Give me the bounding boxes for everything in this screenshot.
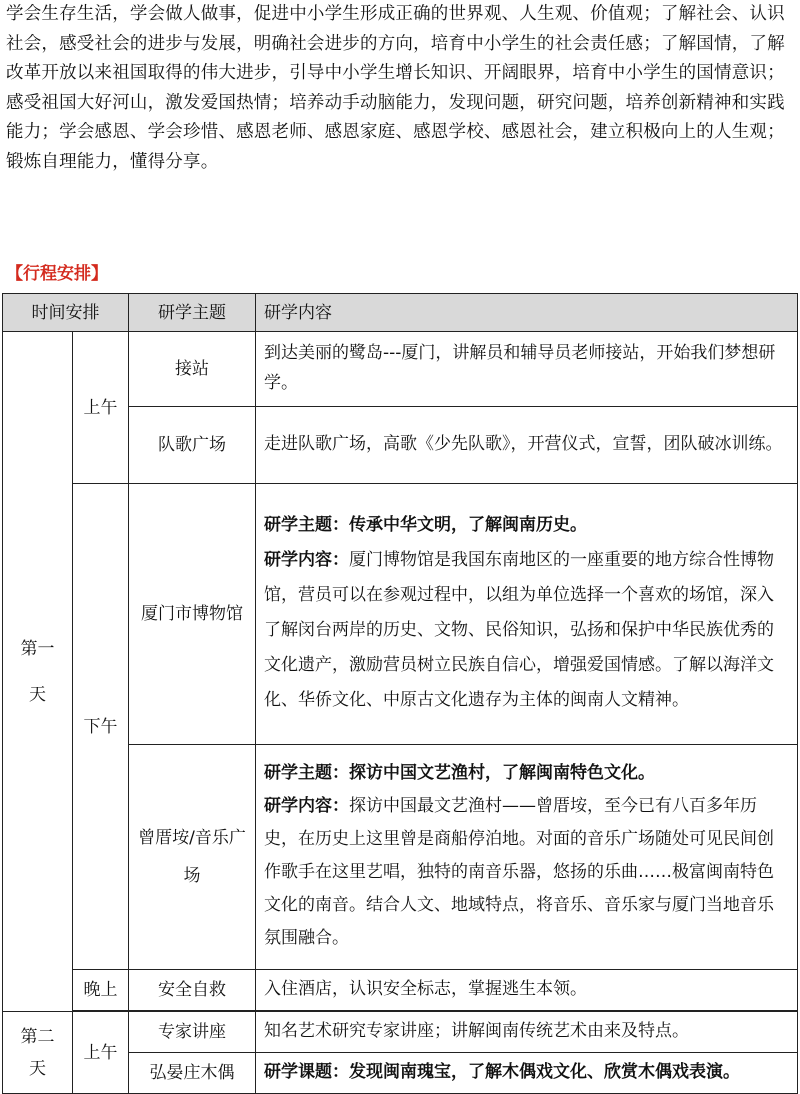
day1-evening-label: 晚上 (73, 970, 129, 1011)
content-cell: 入住酒店，认识安全标志，掌握逃生本领。 (256, 970, 798, 1011)
day2-morning-label: 上午 (73, 1012, 129, 1094)
theme-cell: 厦门市博物馆 (129, 484, 256, 745)
content-label: 研学内容： (264, 550, 349, 570)
day1-morning-label: 上午 (73, 332, 129, 484)
content-label: 研学内容： (264, 796, 349, 816)
day1-afternoon-label: 下午 (73, 484, 129, 970)
table-row (3, 484, 798, 745)
intro-paragraph: 学会生存生活，学会做人做事，促进中小学生形成正确的世界观、人生观、价值观；了解社会、认识社会，感受社会的进步与发展，明确社会进步的方向，培育中小学生的社会责任感；了解国情，了解改革开放以来祖国取得的伟大进步，引导中小学生增长知识、开阔眼界，培育中小学生的国情意识；感受祖国大好河山，激发爱国热情；培养动手动脑能力，发现问题，研究问题，培养创新精神和实践能力；学会感恩、学会珍惜、感恩老师、感恩家庭、感恩学校、感恩社会，建立积极向上的人生观；锻炼自理能力，懂得分享。 (6, 4, 785, 172)
theme-cell: 安全自救 (129, 970, 256, 1011)
schedule-table (2, 293, 798, 1094)
table-row (3, 332, 798, 407)
topic-label: 研学课题： (264, 1062, 349, 1082)
topic-text: 发现闽南瑰宝，了解木偶戏文化、欣赏木偶戏表演。 (349, 1062, 740, 1082)
topic-text: 探访中国文艺渔村，了解闽南特色文化。 (349, 763, 655, 783)
header-theme: 研学主题 (129, 294, 256, 332)
table-row (3, 1012, 798, 1053)
theme-cell: 曾厝垵/音乐广场 (129, 745, 256, 970)
day2-label: 第二天 (3, 1012, 73, 1094)
topic-label: 研学主题： (264, 763, 349, 783)
header-time: 时间安排 (3, 294, 129, 332)
header-content: 研学内容 (256, 294, 798, 332)
content-cell (256, 745, 798, 970)
content-cell: 到达美丽的鹭岛---厦门，讲解员和辅导员老师接站，开始我们梦想研学。 (256, 332, 798, 407)
content-cell (256, 1053, 798, 1094)
table-row (3, 970, 798, 1011)
day1-label: 第一天 (3, 332, 73, 1012)
content-text: 探访中国最文艺渔村——曾厝垵，至今已有八百多年历史，在历史上这里曾是商船停泊地。对面的音乐广场随处可见民间创作歌手在这里艺唱，独特的南音乐器，悠扬的乐曲……极富闽南特色文化的南音。结合人文、地域特点，将音乐、音乐家与厦门当地音乐氛围融合。 (264, 796, 774, 948)
content-cell (256, 484, 798, 745)
theme-cell: 专家讲座 (129, 1012, 256, 1053)
theme-cell: 接站 (129, 332, 256, 407)
section-title: 【行程安排】 (6, 264, 108, 284)
content-text: 厦门博物馆是我国东南地区的一座重要的地方综合性博物馆，营员可以在参观过程中，以组为单位选择一个喜欢的场馆，深入了解闵台两岸的历史、文物、民俗知识，弘扬和保护中华民族优秀的文化遗产，激励营员树立民族自信心，增强爱国情感。了解以海洋文化、华侨文化、中原古文化遗存为主体的闽南人文精神。 (264, 550, 774, 710)
topic-text: 传承中华文明，了解闽南历史。 (349, 515, 587, 535)
content-cell: 走进队歌广场，高歌《少先队歌》，开营仪式，宣誓，团队破冰训练。 (256, 407, 798, 484)
content-cell: 知名艺术研究专家讲座；讲解闽南传统艺术由来及特点。 (256, 1012, 798, 1053)
theme-cell: 弘晏庄木偶 (129, 1053, 256, 1094)
theme-cell: 队歌广场 (129, 407, 256, 484)
topic-label: 研学主题： (264, 515, 349, 535)
table-header-row (3, 294, 798, 332)
